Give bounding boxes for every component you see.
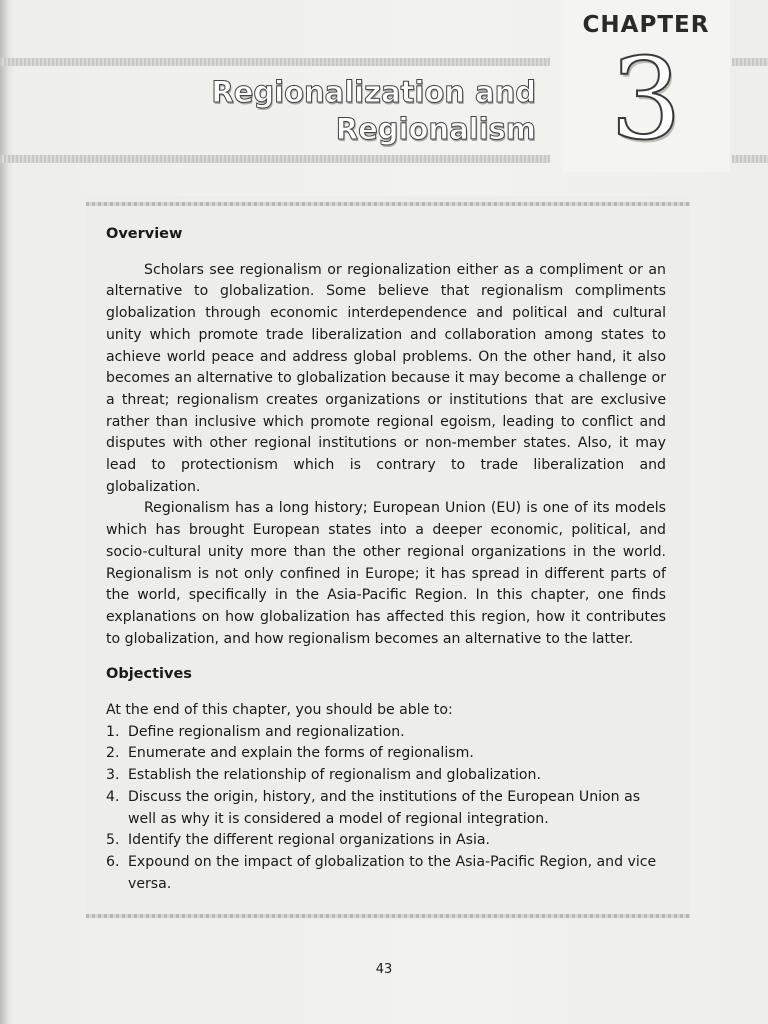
objective-item <box>106 743 666 765</box>
header-band-top-right <box>732 58 768 66</box>
objective-number: 1. <box>106 723 120 740</box>
objective-number: 6. <box>106 853 120 870</box>
page-spine-shadow <box>0 0 8 1024</box>
objective-number: 5. <box>106 832 120 849</box>
box-bottom-rule <box>86 914 690 918</box>
objective-item <box>106 787 666 830</box>
objective-text: Define regionalism and regionalization. <box>128 723 405 740</box>
header-band-bottom-right <box>732 155 768 163</box>
section-gap <box>106 650 666 664</box>
header-band-bottom <box>0 155 550 163</box>
objective-number: 2. <box>106 745 120 762</box>
page-number: 43 <box>375 962 393 977</box>
chapter-number: 3 <box>610 35 682 165</box>
objectives-list <box>106 722 666 896</box>
objective-item <box>106 830 666 852</box>
objective-item <box>106 765 666 787</box>
box-top-rule <box>86 202 690 206</box>
overview-heading: Overview <box>106 226 183 242</box>
objectives-heading: Objectives <box>106 666 192 683</box>
chapter-label: CHAPTER <box>582 12 710 38</box>
overview-paragraph-2: Regionalism has a long history; European Union (EU) is one of its models which has brought European states into a deeper economic, political, and socio-cultural unity more than the other regional organizations in the world. Regionalism is not only confined in Europe; it has spread in different parts of the world, specifically in the Asia-Pacific Region. In this chapter, one finds explanations on how globalization has affected this region, how it contributes to globalization, and how regionalism becomes an alternative to the latter. <box>106 500 666 647</box>
objective-text: Identify the different regional organizations in Asia. <box>128 832 491 849</box>
header-band-top <box>0 58 550 66</box>
chapter-panel <box>562 0 730 172</box>
objective-number: 3. <box>106 767 120 784</box>
chapter-title-line-2: Regionalism <box>335 112 536 146</box>
objective-text: Enumerate and explain the forms of regionalism. <box>128 745 474 762</box>
objectives-intro: At the end of this chapter, you should be able to: <box>106 702 453 719</box>
objective-number: 4. <box>106 788 120 805</box>
objective-item <box>106 852 666 895</box>
chapter-title <box>211 74 536 148</box>
chapter-content <box>106 224 666 895</box>
objective-item <box>106 722 666 744</box>
overview-paragraph-1: Scholars see regionalism or regionalization either as a compliment or an alternative to globalization. Some believe that regionalism compliments globalization through economic interdependence and political and cultural unity which promote trade liberalization and collaboration among states to achieve world peace and address global problems. On the other hand, it also becomes an alternative to globalization because it may become a challenge or a threat; regionalism creates organizations or institutions that are exclusive rather than inclusive which promote regional egoism, leading to conflict and disputes with other regional institutions or non-member states. Also, it may lead to protectionism which is contrary to trade liberalization and globalization. <box>106 261 666 495</box>
chapter-title-line-1: Regionalization and <box>211 75 536 109</box>
objective-text: Establish the relationship of regionalism and globalization. <box>128 767 541 784</box>
objective-text: Discuss the origin, history, and the institutions of the European Union as well as why it is considered a model of regional integration. <box>128 788 641 827</box>
objective-text: Expound on the impact of globalization to the Asia-Pacific Region, and vice versa. <box>128 853 657 892</box>
